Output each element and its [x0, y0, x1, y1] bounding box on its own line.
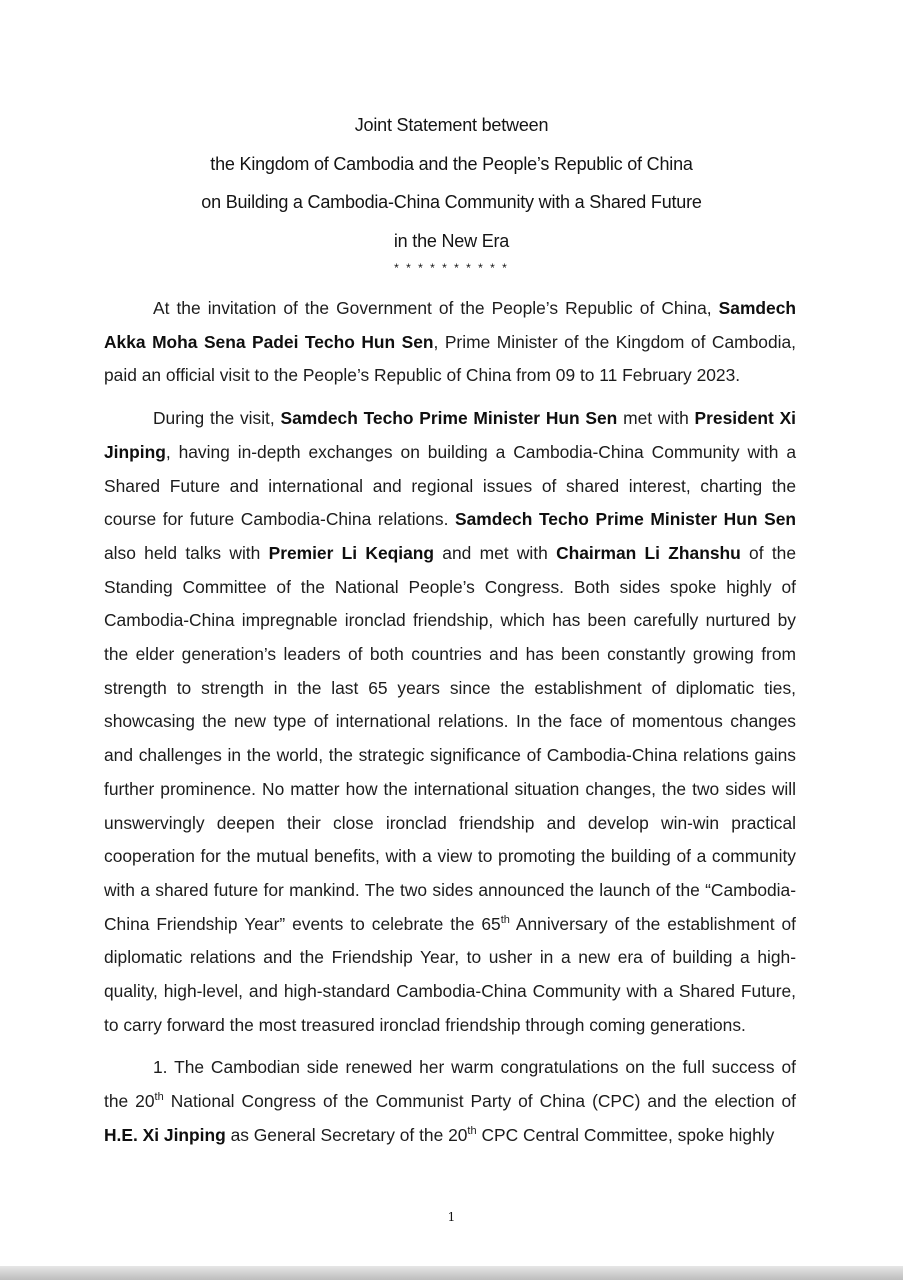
page-bottom-edge	[0, 1266, 903, 1280]
paragraph-item-1	[104, 1051, 796, 1152]
paragraph-visit	[104, 402, 796, 1042]
title-separator: * * * * * * * * * *	[394, 261, 509, 275]
text-run: also held talks with	[104, 542, 269, 563]
page-number: 1	[447, 1210, 456, 1224]
document-title	[0, 106, 903, 275]
bold-name: Chairman Li Zhanshu	[556, 542, 741, 563]
title-line-4: in the New Era	[393, 230, 510, 251]
text-run: and met with	[434, 542, 557, 563]
text-run: , having in-depth exchanges on building a Cambodia-China Community with a Shared Future and international and regional issues of shared interest, charting the course for future Cambodia-China relations.	[104, 441, 796, 530]
superscript: th	[154, 1091, 164, 1104]
text-run: During the visit,	[153, 408, 281, 429]
text-run: At the invitation of the Government of the People’s Republic of China,	[153, 298, 719, 318]
title-line-3: on Building a Cambodia-China Community with a Shared Future	[201, 192, 702, 212]
text-run: CPC Central Committee, spoke highly	[476, 1124, 775, 1145]
text-run: of the Standing Committee of the National People’s Congress. Both sides spoke highly of Cambodia-China impregnable ironclad friendship, which has been carefully nurtured by the elder generation’s leaders of both countries and has been constantly growing from strength to strength in the last 65 years since the establishment of diplomatic ties, showcasing the new type of international relations. In the face of momentous changes and challenges in the world, the strategic significance of Cambodia-China relations gains further prominence. No matter how the international situation changes, the two sides will unswervingly deepen their close ironclad friendship and develop win-win practical cooperation for the mutual benefits, with a view to promoting the building of a community with a shared future for mankind. The two sides announced the launch of the “Cambodia-China Friendship Year” events to celebrate the 65	[104, 542, 796, 934]
bold-name: Samdech Techo Prime Minister Hun Sen	[280, 408, 618, 429]
title-line-2: the Kingdom of Cambodia and the People’s Republic of China	[210, 153, 693, 174]
bold-name: Premier Li Keqiang	[268, 542, 434, 563]
bold-name: Samdech Akka Moha Sena Padei Techo Hun Sen	[104, 298, 796, 352]
paragraph-invitation	[104, 292, 796, 393]
text-run: , Prime Minister of the Kingdom of Cambodia, paid an official visit to the People’s Republic of China from 09 to 11 February 2023.	[104, 331, 796, 386]
text-run: National Congress of the Communist Party of China (CPC) and the election of	[163, 1091, 796, 1112]
bold-name: President Xi Jinping	[104, 408, 796, 462]
text-run: as General Secretary of the 20	[225, 1124, 468, 1145]
title-line-1: Joint Statement between	[354, 115, 549, 135]
bold-name: H.E. Xi Jinping	[104, 1124, 226, 1145]
document-body	[104, 292, 796, 1162]
text-run: Anniversary of the establishment of diplomatic relations and the Friendship Year, to usher in a new era of building a high-quality, high-level, and high-standard Cambodia-China Community with a Shared Future, to carry forward the most treasured ironclad friendship through coming generations.	[104, 913, 797, 1035]
superscript: th	[500, 913, 510, 926]
text-run: 1. The Cambodian side renewed her warm congratulations on the full success of the 20	[104, 1057, 796, 1112]
text-run: met with	[617, 408, 695, 429]
superscript: th	[467, 1125, 477, 1138]
bold-name: Samdech Techo Prime Minister Hun Sen	[455, 509, 796, 530]
